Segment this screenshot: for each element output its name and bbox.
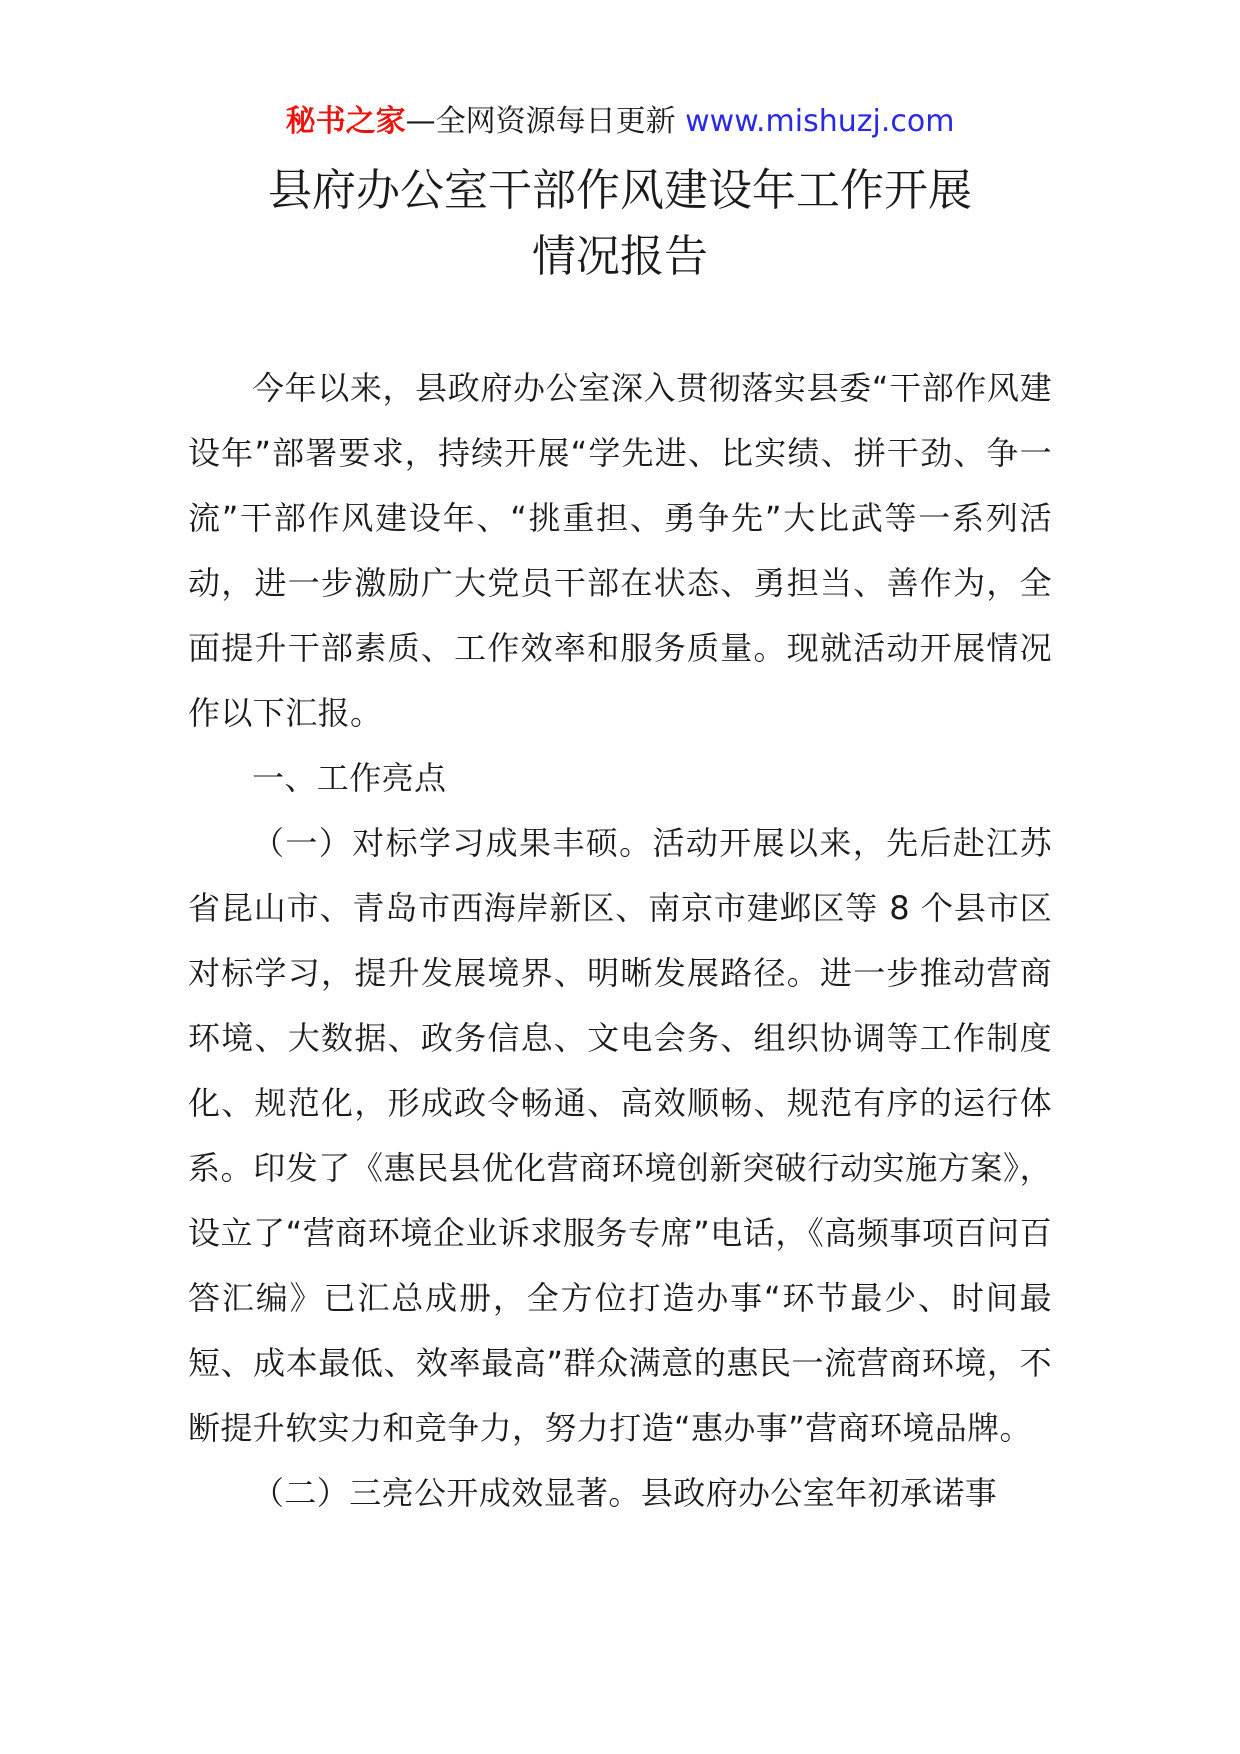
subsection-paragraph-2: （二）三亮公开成效显著。县政府办公室年初承诺事 <box>252 1474 998 1512</box>
section-heading-work-highlights: 一、工作亮点 <box>252 759 447 797</box>
brand-name: 秘书之家 <box>285 104 406 139</box>
document-title-line-2: 情况报告 <box>532 231 708 282</box>
site-url-link[interactable]: www.mishuzj.com <box>685 104 955 139</box>
document-body <box>188 356 1052 1526</box>
subsection-paragraph-1: （一）对标学习成果丰硕。活动开展以来，先后赴江苏省昆山市、青岛市西海岸新区、南京市建邺区等 8 个县市区对标学习，提升发展境界、明晰发展路径。进一步推动营商环境、大数据、政务信息、文电会务、组织协调等工作制度化、规范化，形成政令畅通、高效顺畅、规范有序的运行体系。印发了《惠民县优化营商环境创新突破行动实施方案》，设立了“营商环境企业诉求服务专席”电话，《高频事项百问百答汇编》已汇总成册，全方位打造办事“环节最少、时间最短、成本最低、效率最高”群众满意的惠民一流营商环境，不断提升软实力和竞争力，努力打造“惠办事”营商环境品牌。 <box>188 824 1052 1447</box>
document-title-line-1: 县府办公室干部作风建设年工作开展 <box>268 165 972 216</box>
site-header <box>0 100 1240 144</box>
header-tagline: —全网资源每日更新 <box>405 104 686 139</box>
intro-paragraph: 今年以来，县政府办公室深入贯彻落实县委“干部作风建设年”部署要求，持续开展“学先进、比实绩、拼干劲、争一流”干部作风建设年、“挑重担、勇争先”大比武等一系列活动，进一步激励广大党员干部在状态、勇担当、善作为，全面提升干部素质、工作效率和服务质量。现就活动开展情况作以下汇报。 <box>188 369 1052 732</box>
document-title <box>0 158 1240 290</box>
